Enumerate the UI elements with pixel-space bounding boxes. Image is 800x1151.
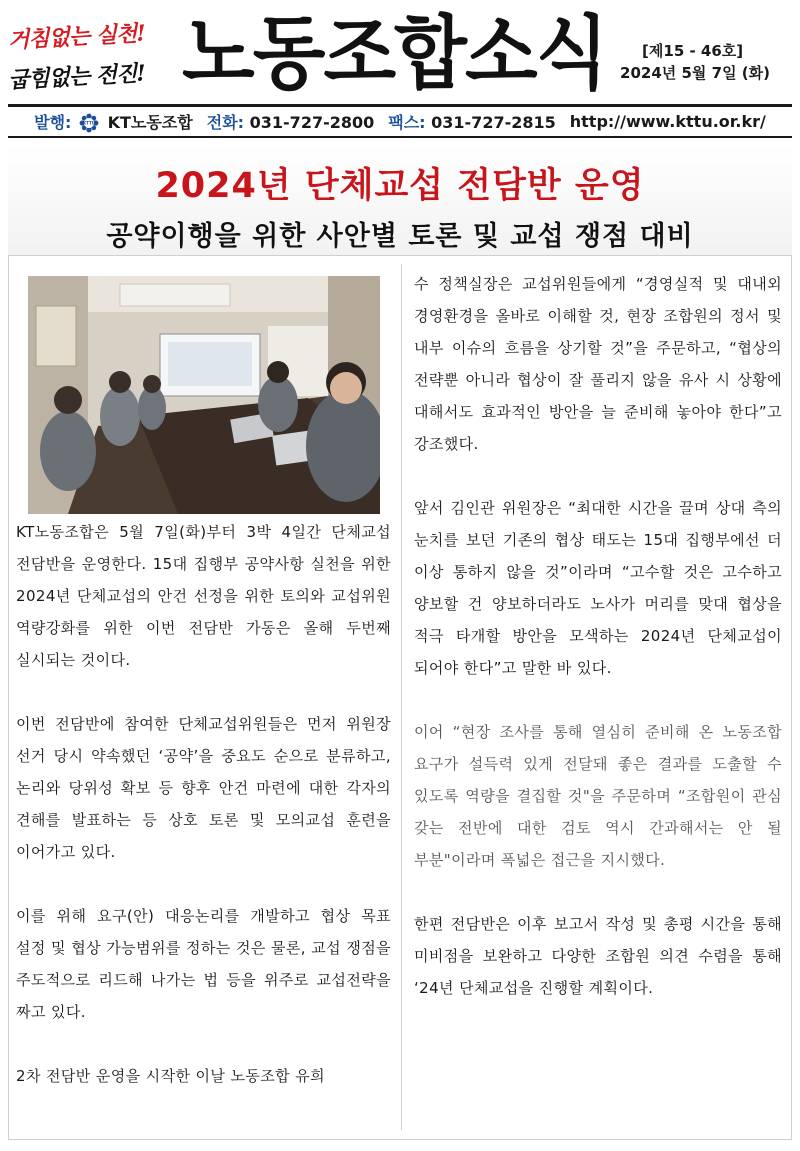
slogan-line-1-a: 거침없는 — [7, 23, 90, 54]
headline-box — [8, 144, 792, 256]
union-logo-icon — [79, 113, 99, 133]
fax-label: 팩스: — [388, 113, 426, 132]
slogan-line-2 — [7, 56, 145, 94]
slogan-line-2-a: 굽힘없는 — [7, 63, 90, 94]
meeting-photo-illustration — [28, 276, 380, 514]
headline-sub: 공약이행을 위한 사안별 토론 및 교섭 쟁점 대비 — [106, 221, 694, 252]
article-paragraph: 수 정책실장은 교섭위원들에게 “경영실적 및 대내외 경영환경을 올바로 이해할 것, 현장 조합원의 정서 및 내부 이슈의 흐름을 상기할 것”을 주문하고, “협상의 전략뿐 아니라 협상이 잘 풀리지 않을 유사 시 상황에 대해서도 효과적인 방안을 늘 준비해 놓아야 한다”고 강조했다. — [414, 275, 782, 453]
article-paragraph: 이번 전담반에 참여한 단체교섭위원들은 먼저 위원장 선거 당시 약속했던 ‘공약’을 중요도 순으로 분류하고, 논리와 당위성 확보 등 향후 안건 마련에 대한 각자의 견해를 발표하는 등 상호 토론 및 모의교섭 훈련을 이어가고 있다. — [16, 715, 391, 861]
article-paragraph: 2차 전담반 운영을 시작한 이날 노동조합 유희 — [16, 1067, 325, 1085]
headline-main: 2024년 단체교섭 전담반 운영 — [155, 166, 645, 206]
meeting-photo — [28, 276, 380, 514]
article-paragraph: 이어 “현장 조사를 통해 열심히 준비해 온 노동조합 요구가 설득력 있게 전달돼 좋은 결과를 도출할 수 있도록 역량을 결집할 것"을 주문하며 “조합원이 관심 갖는 전반에 대한 검토 역시 간과해서는 안 될 부분"이라며 폭넓은 접근을 지시했다. — [414, 723, 782, 869]
publisher-group — [34, 110, 193, 134]
article-paragraph: 앞서 김인관 위원장은 “최대한 시간을 끌며 상대 측의 눈치를 보던 기존의 협상 태도는 15대 집행부에선 더 이상 통하지 않을 것”이라며 “고수할 것은 고수하고 양보할 건 양보하더라도 노사가 머리를 맞대 협상을 적극 타개할 방안을 모색하는 2024년 단체교섭이 되어야 한다”고 말한 바 있다. — [414, 499, 782, 677]
article-paragraph: 이를 위해 요구(안) 대응논리를 개발하고 협상 목표 설정 및 협상 가능범위를 정하는 것은 물론, 교섭 쟁점을 주도적으로 리드해 나가는 법 등을 위주로 교섭전략을 짜고 있다. — [16, 907, 391, 1021]
publisher-bar — [8, 104, 792, 138]
slogan-line-1-b: 실천! — [95, 20, 146, 49]
union-logo-text: KTTU — [83, 120, 95, 126]
article-paragraph: 한편 전담반은 이후 보고서 작성 및 총평 시간을 통해 미비점을 보완하고 다양한 조합원 의견 수렴을 통해 ‘24년 단체교섭을 진행할 계획이다. — [414, 915, 782, 997]
phone-label: 전화: — [206, 113, 245, 132]
issue-info — [620, 40, 770, 84]
fax-group — [388, 110, 556, 133]
article-right-column — [414, 268, 782, 1004]
column-divider — [401, 264, 402, 1130]
fax-number: 031-727-2815 — [431, 113, 556, 132]
publisher-label: 발행: — [34, 112, 72, 132]
publisher-name: KT노동조합 — [107, 112, 193, 132]
phone-number: 031-727-2800 — [249, 113, 375, 132]
phone-group — [207, 110, 375, 133]
article-paragraph: KT노동조합은 5월 7일(화)부터 3박 4일간 단체교섭 전담반을 운영한다. 15대 집행부 공약사항 실천을 위한 2024년 단체교섭의 안건 선정을 위한 토의와 교섭위원 역량강화를 위한 이번 전담반 가동은 올해 두번째 실시되는 것이다. — [16, 523, 391, 669]
article-left-column — [16, 516, 391, 1092]
website-link[interactable]: http://www.kttu.or.kr/ — [569, 112, 766, 131]
newsletter-title: 노동조합소식 — [182, 7, 607, 100]
slogan-line-2-b: 전진! — [95, 60, 146, 89]
issue-date: 2024년 5월 7일 (화) — [620, 64, 770, 82]
masthead — [0, 0, 800, 112]
slogan-line-1 — [7, 16, 145, 54]
issue-number: [제15 - 46호] — [642, 42, 744, 60]
